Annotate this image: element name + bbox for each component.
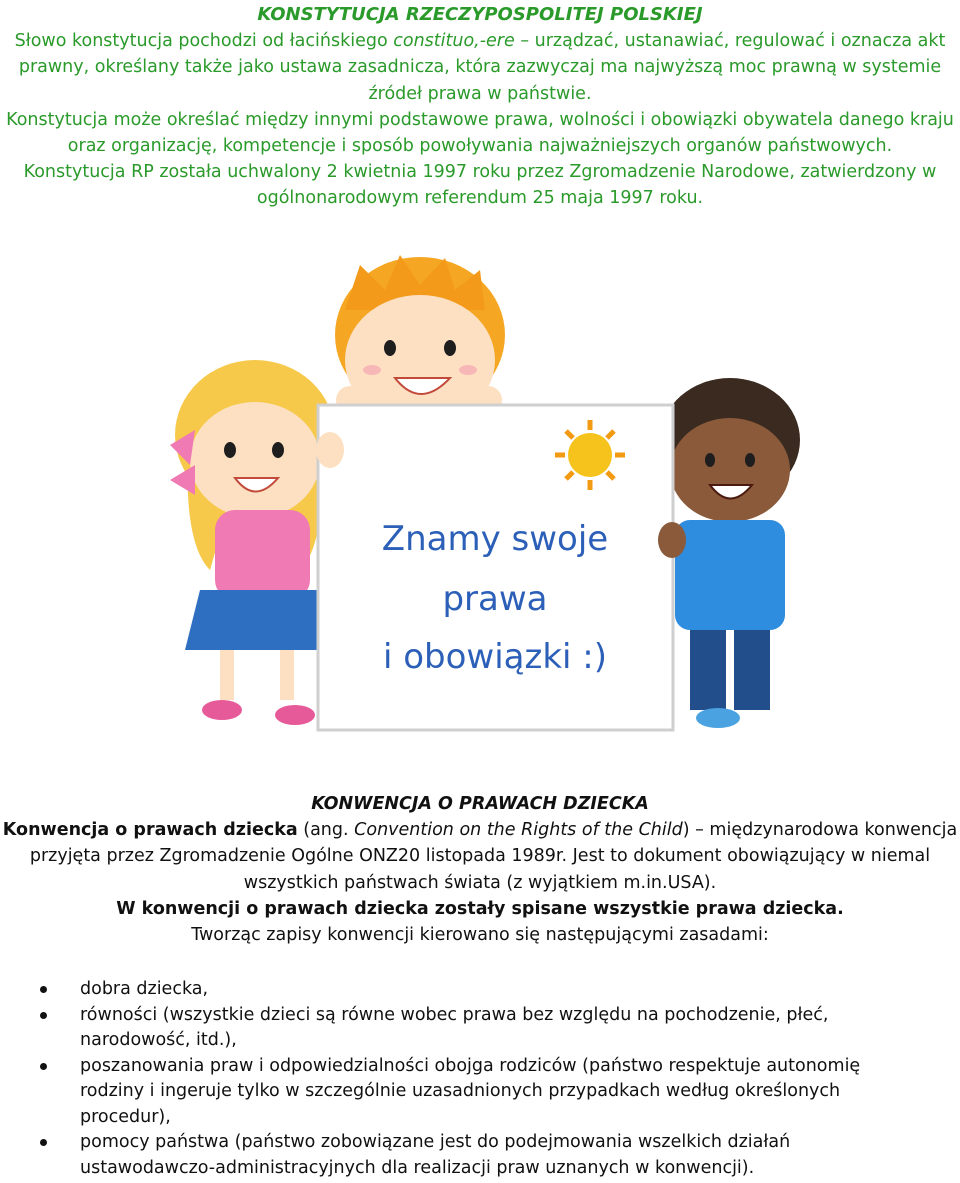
- bullet-icon: [40, 1139, 47, 1146]
- constitution-section: [0, 2, 960, 212]
- boy-hand: [658, 522, 686, 558]
- sign-line-3: i obowiązki :): [382, 637, 608, 677]
- sign-line-1: Znamy swoje: [381, 519, 609, 559]
- latin-term: constituo,-ere: [393, 31, 515, 52]
- list-item: [0, 977, 960, 1003]
- bullet-icon: [40, 1063, 47, 1070]
- bullet-icon: [40, 1012, 47, 1019]
- principles-list: [0, 977, 960, 1181]
- english-name: Convention on the Rights of the Child: [354, 820, 683, 841]
- convention-paragraph-1: [0, 817, 960, 896]
- convention-title: KONWENCJA O PRAWACH DZIECKA: [311, 794, 649, 814]
- sign-line-2: prawa: [442, 579, 548, 619]
- list-item-text: pomocy państwa (państwo zobowiązane jest do podejmowania wszelkich działań ustawodawczo-administracyjnych dla realizacji praw uznanych w konwencji).: [80, 1132, 791, 1178]
- constitution-paragraph-2: Konstytucja może określać między innymi podstawowe prawa, wolności i obowiązki obywatela danego kraju oraz organizację, kompetencje i sposób powoływania najważniejszych organów państwowych.: [6, 109, 954, 157]
- list-item: [0, 1130, 960, 1181]
- convention-paragraph-2: W konwencji o prawach dziecka zostały spisane wszystkie prawa dziecka.: [116, 898, 844, 919]
- list-item: [0, 1003, 960, 1054]
- text-run: Słowo konstytucja pochodzi od łacińskiego: [14, 31, 394, 52]
- list-item-text: poszanowania praw i odpowiedzialności obojga rodziców (państwo respektuje autonomię rodziny i ingeruje tylko w szczególnie uzasadnionych przypadkach według określonych procedur),: [80, 1055, 861, 1127]
- list-item-text: równości (wszystkie dzieci są równe wobec prawa bez względu na pochodzenie, płeć, narodowość, itd.),: [80, 1004, 829, 1050]
- constitution-title: KONSTYTUCJA RZECZYPOSPOLITEJ POLSKIEJ: [257, 4, 703, 25]
- constitution-paragraph-1: [0, 28, 960, 107]
- bullet-icon: [40, 986, 47, 993]
- boy-redhead: [335, 255, 505, 425]
- constitution-paragraph-3: Konstytucja RP została uchwalony 2 kwietnia 1997 roku przez Zgromadzenie Narodowe, zatwierdzony w ogólnonarodowym referendum 25 maja 1997 roku.: [23, 162, 937, 209]
- text-run: – urządzać, ustanawiać, regulować i oznacza akt prawny, określany także jako ustawa zasadnicza, która zazwyczaj ma najwyższą moc prawną w systemie źródeł prawa w państwie.: [18, 31, 946, 104]
- convention-paragraph-3: Tworząc zapisy konwencji kierowano się następującymi zasadami:: [191, 925, 769, 946]
- sign-board: [318, 405, 673, 730]
- convention-section: [0, 791, 960, 948]
- convention-name: Konwencja o prawach dziecka: [2, 820, 298, 841]
- list-item-text: dobra dziecka,: [80, 979, 209, 999]
- text-run: (ang.: [297, 820, 355, 841]
- children-illustration: [150, 250, 810, 740]
- girl-hand: [316, 432, 344, 468]
- text-run: ) – międzynarodowa konwencja przyjęta przez Zgromadzenie Ogólne ONZ20 listopada 1989r. Jest to dokument obowiązujący w niemal wszystkich państwach świata (z wyjątkiem m.in.USA).: [29, 820, 958, 893]
- list-item: [0, 1054, 960, 1131]
